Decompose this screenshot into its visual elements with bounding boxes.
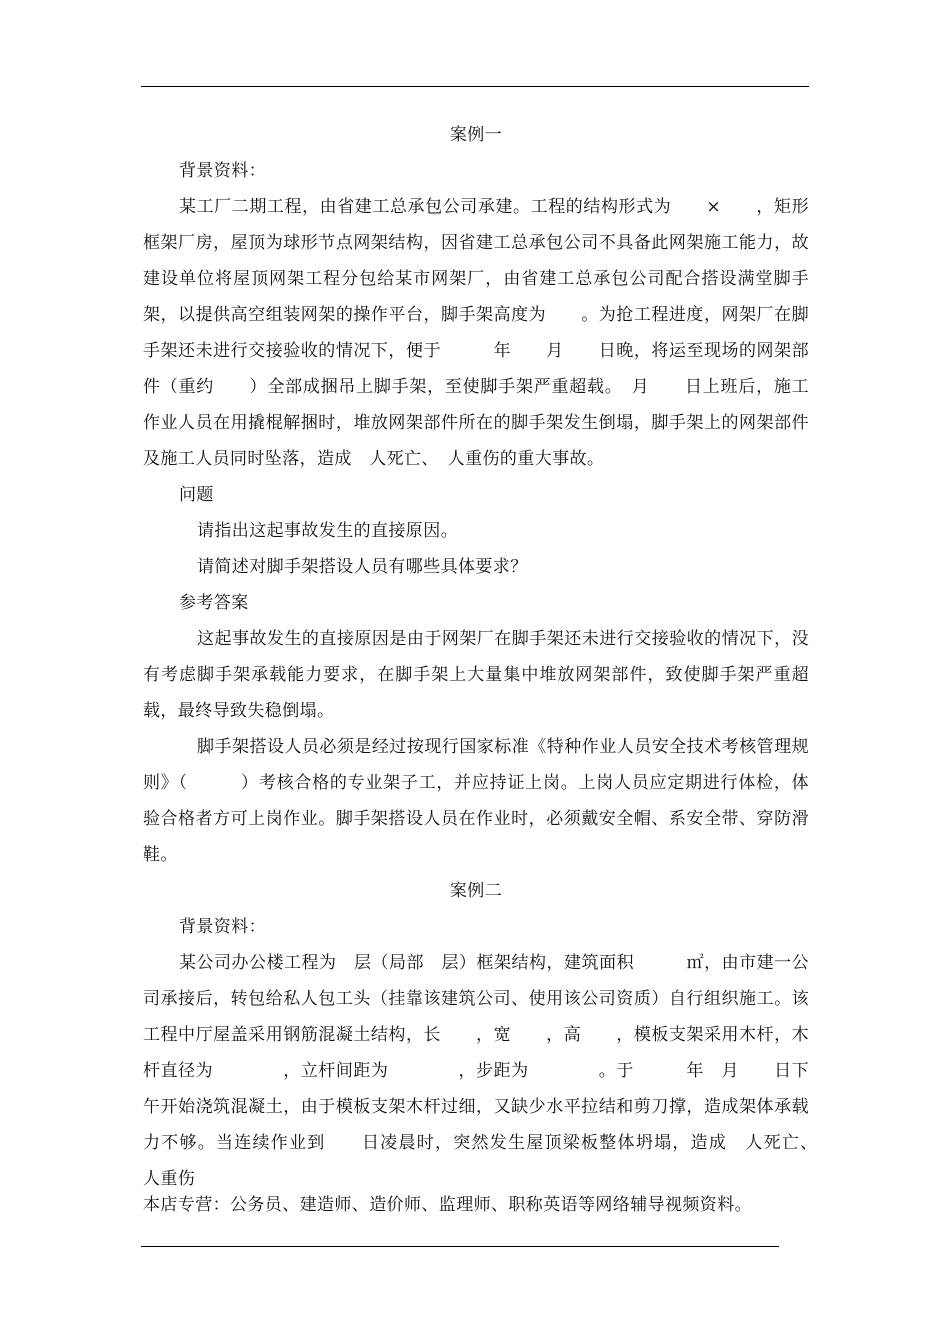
footer-note: 本店专营：公务员、建造师、造价师、监理师、职称英语等网络辅导视频资料。: [143, 1195, 752, 1215]
case1-question-1: 请指出这起事故发生的直接原因。: [197, 521, 458, 541]
case1-background-label: 背景资料：: [179, 161, 266, 181]
header-rule: [141, 86, 809, 87]
case2-background-label: 背景资料：: [179, 917, 266, 937]
case1-title: 案例一: [449, 125, 503, 145]
case1-answer-2: 脚手架搭设人员必须是经过按现行国家标准《特种作业人员安全技术考核管理规则》（ ）考核合格的专业架子工，并应持证上岗。上岗人员应定期进行体检，体验合格者方可上岗作业。脚手架搭设人员在作业时，必须戴安全帽、系安全带、穿防滑鞋。: [143, 737, 809, 865]
case1-question-label: 问题: [179, 485, 214, 505]
document-body: [143, 117, 827, 1197]
case1-answer-1: 这起事故发生的直接原因是由于网架厂在脚手架还未进行交接验收的情况下，没有考虑脚手架承载能力要求，在脚手架上大量集中堆放网架部件，致使脚手架严重超载，最终导致失稳倒塌。: [143, 629, 809, 721]
case1-question-2: 请简述对脚手架搭设人员有哪些具体要求？: [197, 557, 528, 577]
footer-rule: [141, 1246, 779, 1247]
case1-background-text: 某工厂二期工程，由省建工总承包公司承建。工程的结构形式为 × ，矩形框架厂房，屋顶为球形节点网架结构，因省建工总承包公司不具备此网架施工能力，故建设单位将屋顶网架工程分包给某市网架厂，由省建工总承包公司配合搭设满堂脚手架，以提供高空组装网架的操作平台，脚手架高度为 。为抢工程进度，网架厂在脚手架还未进行交接验收的情况下，便于 年 月 日晚，将运至现场的网架部件（重约 ）全部成捆吊上脚手架，至使脚手架严重超载。 月 日上班后，施工作业人员在用撬棍解捆时，堆放网架部件所在的脚手架发生倒塌，脚手架上的网架部件及施工人员同时坠落，造成 人死亡、 人重伤的重大事故。: [143, 197, 809, 469]
case2-title: 案例二: [449, 881, 503, 901]
case1-answer-label: 参考答案: [179, 593, 249, 613]
case2-background-text: 某公司办公楼工程为 层（局部 层）框架结构，建筑面积 ㎡，由市建一公司承接后，转包给私人包工头（挂靠该建筑公司、使用该公司资质）自行组织施工。该工程中厅屋盖采用钢筋混凝土结构，长 ，宽 ，高 ，模板支架采用木杆，木杆直径为 ，立杆间距为 ，步距为 。于 年 月 日下午开始浇筑混凝土，由于模板支架木杆过细，又缺少水平拉结和剪刀撑，造成架体承载力不够。当连续作业到 日凌晨时，突然发生屋顶梁板整体坍塌，造成 人死亡、 人重伤: [143, 953, 827, 1189]
